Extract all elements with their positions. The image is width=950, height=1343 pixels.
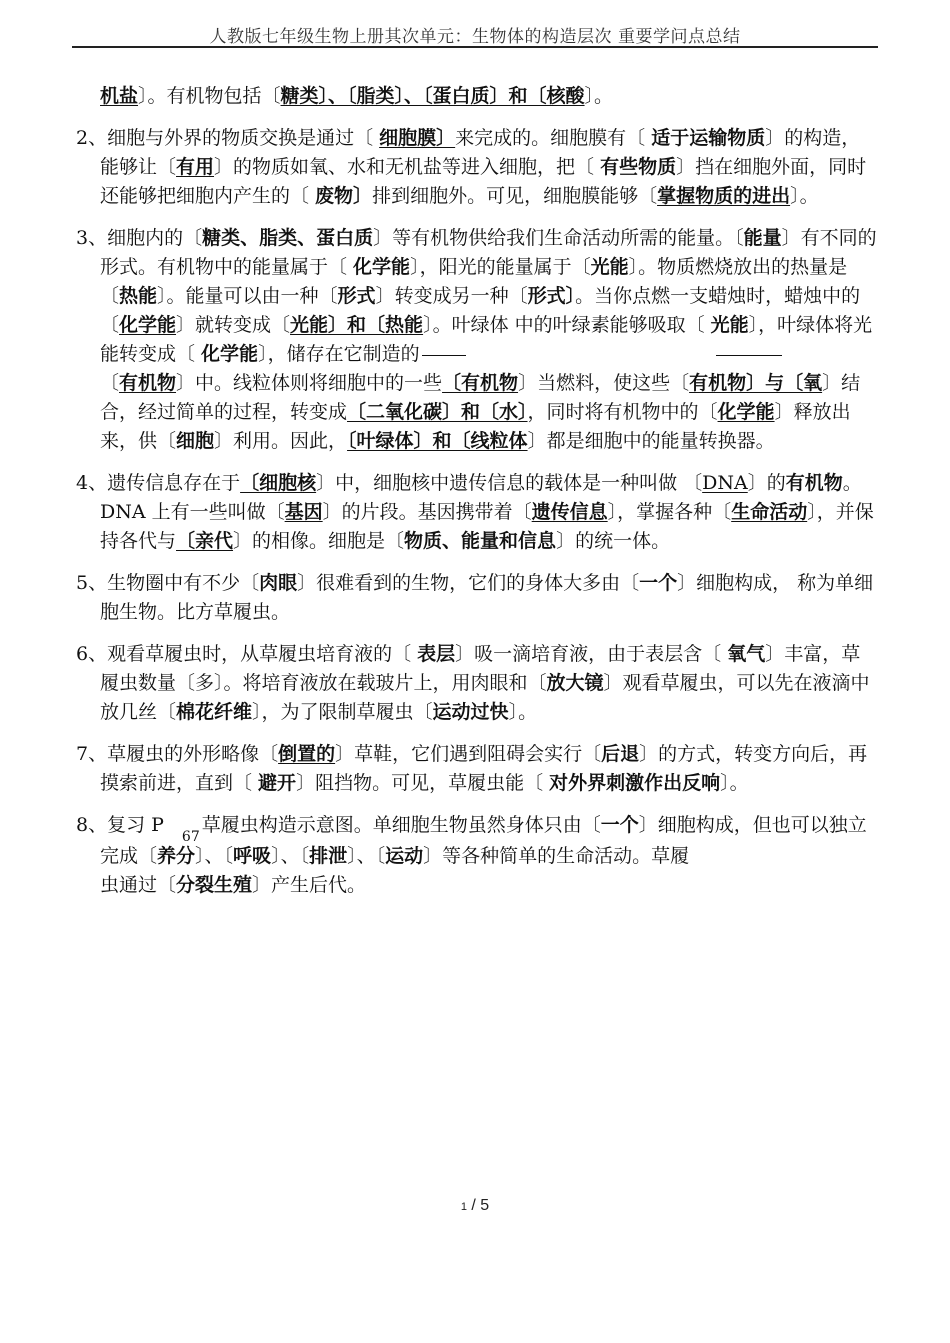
answer-text: 物质、能量和信息 — [404, 530, 557, 552]
body-text: 〕当燃料，使这些〔 — [518, 372, 690, 394]
body-text: 〕产生后代。 — [252, 874, 367, 896]
answer-text: 形式〕 — [527, 285, 576, 307]
answer-text: 排泄 — [309, 845, 348, 867]
answer-text: 肉眼 — [259, 572, 298, 594]
body-text: 〕就转变成〔 — [176, 314, 291, 336]
answer-text: 有机物 — [119, 372, 177, 394]
body-text: 〕的统一体。 — [556, 530, 671, 552]
body-text: 〕，叶绿体将光能转变成〔 — [100, 314, 873, 365]
paragraph-3-continued — [76, 369, 878, 456]
answer-text: 化学能 — [353, 256, 411, 278]
answer-text: 〔亲代 — [176, 530, 234, 552]
answer-text: 避开 — [258, 772, 297, 794]
answer-text: 氧气 — [727, 643, 766, 665]
body-text: 〕的相像。细胞是〔 — [233, 530, 405, 552]
body-text: 8、复习 P — [76, 814, 164, 836]
body-text: 。当你点燃一支蜡烛时，蜡烛中的〔 — [100, 285, 861, 336]
paragraph-8 — [76, 811, 878, 871]
page-total: 5 — [480, 1197, 490, 1214]
answer-text: 呼吸 — [233, 845, 272, 867]
paragraph-8-continued — [76, 871, 878, 900]
body-text: 〕的方式，转变方向后，再摸索前进，直到〔 — [100, 743, 868, 794]
body-text: 〕中，细胞核中遗传信息的载体是一种叫做 〔 — [316, 472, 703, 494]
body-text: 3、细胞内的〔 — [76, 227, 203, 249]
answer-text: 光能 — [590, 256, 629, 278]
body-text: 〔 — [100, 372, 120, 394]
answer-text: 掌握物质的进出 — [657, 185, 791, 207]
body-text: 〕的物质如氧、水和无机盐等进入细胞，把〔 — [214, 156, 601, 178]
answer-text: 化学能 — [119, 314, 177, 336]
answer-text: 倒置的 — [278, 743, 336, 765]
answer-text: 机盐 — [100, 85, 139, 107]
body-text: DNA — [702, 472, 748, 494]
answer-text: 遗传信息 — [531, 501, 608, 523]
body-text: 〕利用。因此， — [214, 430, 348, 452]
answer-text: 糖类、脂类、蛋白质 — [202, 227, 374, 249]
body-text: 4、遗传信息存在于 — [76, 472, 241, 494]
body-text: 〕细胞构成， 称为单细胞生物。比方草履虫。 — [100, 572, 874, 623]
body-text: 〕。 — [508, 701, 538, 723]
answer-text: 废物〕 — [315, 185, 373, 207]
body-text: 〕吸一滴培育液，由于表层含〔 — [455, 643, 728, 665]
body-text: 〕，为了限制草履虫〔 — [252, 701, 433, 723]
body-text: 〕。有机物包括〔 — [138, 85, 281, 107]
answer-text: 化学能 — [717, 401, 775, 423]
body-text: 〕细胞构成，但也可以独立完成〔 — [100, 814, 867, 867]
body-text: 〕，掌握各种〔 — [607, 501, 732, 523]
body-text: 虫通过〔 — [100, 874, 177, 896]
body-text: 〕，阳光的能量属于〔 — [410, 256, 591, 278]
body-text: 〕的 — [747, 472, 786, 494]
paragraph-4 — [76, 469, 878, 556]
answer-text: 对外界刺激作出反响 — [549, 772, 721, 794]
answer-text: 糖类〕、〔脂类〕、〔蛋白质〕和〔核酸 — [280, 85, 585, 107]
answer-text: 分裂生殖 — [176, 874, 253, 896]
answer-text: 光能〕和〔热能 — [290, 314, 424, 336]
answer-text: 运动过快 — [432, 701, 509, 723]
paragraph-3 — [76, 224, 878, 369]
body-text: 〕丰富，草履虫数量〔多〕。将培育液放在载玻片上，用肉眼和〔 — [100, 643, 861, 694]
answer-text: 棉花纤维 — [176, 701, 253, 723]
page-number: 1 — [460, 1201, 467, 1213]
answer-text: 表层 — [417, 643, 456, 665]
answer-text: 〔叶绿体〕和〔线粒体 — [347, 430, 528, 452]
blank-line — [422, 355, 466, 356]
body-text: 草履虫构造示意图。单细胞生物虽然身体只由〔 — [201, 814, 601, 836]
body-text: 〕的片段。基因携带着〔 — [322, 501, 532, 523]
answer-text: 一个 — [639, 572, 678, 594]
body-text: 〕观看草履虫，可以先在液滴中放几丝〔 — [100, 672, 870, 723]
body-text: 〕。 — [790, 185, 819, 207]
answer-text: 能量 — [743, 227, 782, 249]
header-title: 人教版七年级生物上册其次单元：生物体的构造层次 重要学问点总结 — [209, 27, 741, 47]
body-text: 6、观看草履虫时，从草履虫培育液的〔 — [76, 643, 418, 665]
document-body — [76, 82, 878, 913]
body-text: 〕草鞋，它们遇到阻碍会实行〔 — [335, 743, 602, 765]
answer-text: 细胞 — [176, 430, 215, 452]
paragraph-2 — [76, 124, 878, 211]
body-text: 〕中。线粒体则将细胞中的一些 — [176, 372, 443, 394]
page-footer — [0, 1197, 950, 1215]
answer-text: 热能 — [119, 285, 158, 307]
body-text: 〕等有机物供给我们生命活动所需的能量。〔 — [373, 227, 744, 249]
body-text: 〕有不同的形式。有机物中的能量属于〔 — [100, 227, 877, 278]
answer-text: 适于运输物质 — [651, 127, 766, 149]
answer-text: 〔细胞核 — [240, 472, 317, 494]
answer-text: 有用 — [176, 156, 215, 178]
page-separator: / — [466, 1197, 481, 1214]
body-text: 〕。叶绿体 中的叶绿素能够吸取〔 — [423, 314, 711, 336]
body-text: 〕。 — [720, 772, 749, 794]
answer-text: 后退 — [601, 743, 640, 765]
body-text: 〕等各种简单的生命活动。草履 — [423, 845, 690, 867]
answer-text: 有些物质 — [600, 156, 677, 178]
header-rule — [72, 46, 878, 48]
body-text: 排到细胞外。可见，细胞膜能够〔 — [372, 185, 658, 207]
answer-text: 〔有机物 — [442, 372, 519, 394]
paragraph-5 — [76, 569, 878, 627]
answer-text: 化学能 — [201, 343, 259, 365]
body-text: 〕都是细胞中的能量转换器。 — [527, 430, 775, 452]
answer-text: 有机物〕与〔氧 — [689, 372, 823, 394]
body-text: 〕转变成另一种〔 — [375, 285, 528, 307]
answer-text: 运动 — [385, 845, 424, 867]
page-header — [72, 22, 878, 47]
body-text: 〕、〔 — [195, 845, 234, 867]
body-text: 〕，储存在它制造的 — [258, 343, 420, 365]
body-text: 〕结合，经过简单的过程，转变成 — [100, 372, 861, 423]
answer-text: 细胞膜〕 — [379, 127, 456, 149]
answer-text: 〔二氧化碳〕和〔水〕 — [347, 401, 528, 423]
answer-text: 养分 — [157, 845, 196, 867]
body-text: 〕。 — [584, 85, 614, 107]
body-text: 来完成的。细胞膜有〔 — [455, 127, 652, 149]
answer-text: 生命活动 — [731, 501, 808, 523]
body-text: 7、草履虫的外形略像〔 — [76, 743, 279, 765]
body-text: 67 — [181, 829, 200, 845]
body-text: 。DNA 上有一些叫做〔 — [100, 472, 862, 523]
body-text: 〕挡在细胞外面，同时还能够把细胞内产生的〔 — [100, 156, 867, 207]
body-text: 〕。能量可以由一种〔 — [157, 285, 338, 307]
answer-text: 光能 — [710, 314, 749, 336]
paragraph-6 — [76, 640, 878, 727]
answer-text: 形式 — [337, 285, 376, 307]
body-text: 2、细胞与外界的物质交换是通过〔 — [76, 127, 380, 149]
body-text: 〕很难看到的生物，它们的身体大多由〔 — [297, 572, 640, 594]
blank-line — [716, 355, 782, 356]
body-text: 〕阻挡物。可见，草履虫能〔 — [296, 772, 550, 794]
body-text: 5、生物圈中有不少〔 — [76, 572, 260, 594]
body-text: 〕、〔 — [347, 845, 386, 867]
answer-text: 有机物 — [785, 472, 843, 494]
body-text: ，同时将有机物中的〔 — [527, 401, 718, 423]
body-text: 〕、〔 — [271, 845, 310, 867]
body-text: 〕。物质燃烧放出的热量是〔 — [100, 256, 848, 307]
answer-text: 基因 — [284, 501, 323, 523]
body-text: 〕的构造，能够让〔 — [100, 127, 861, 178]
body-text: 〕，并保持各代与 — [100, 501, 874, 552]
paragraph-7 — [76, 740, 878, 798]
answer-text: 放大镜 — [546, 672, 604, 694]
answer-text: 一个 — [600, 814, 639, 836]
paragraph-lead — [76, 82, 878, 111]
body-text: 〕释放出来，供〔 — [100, 401, 851, 452]
